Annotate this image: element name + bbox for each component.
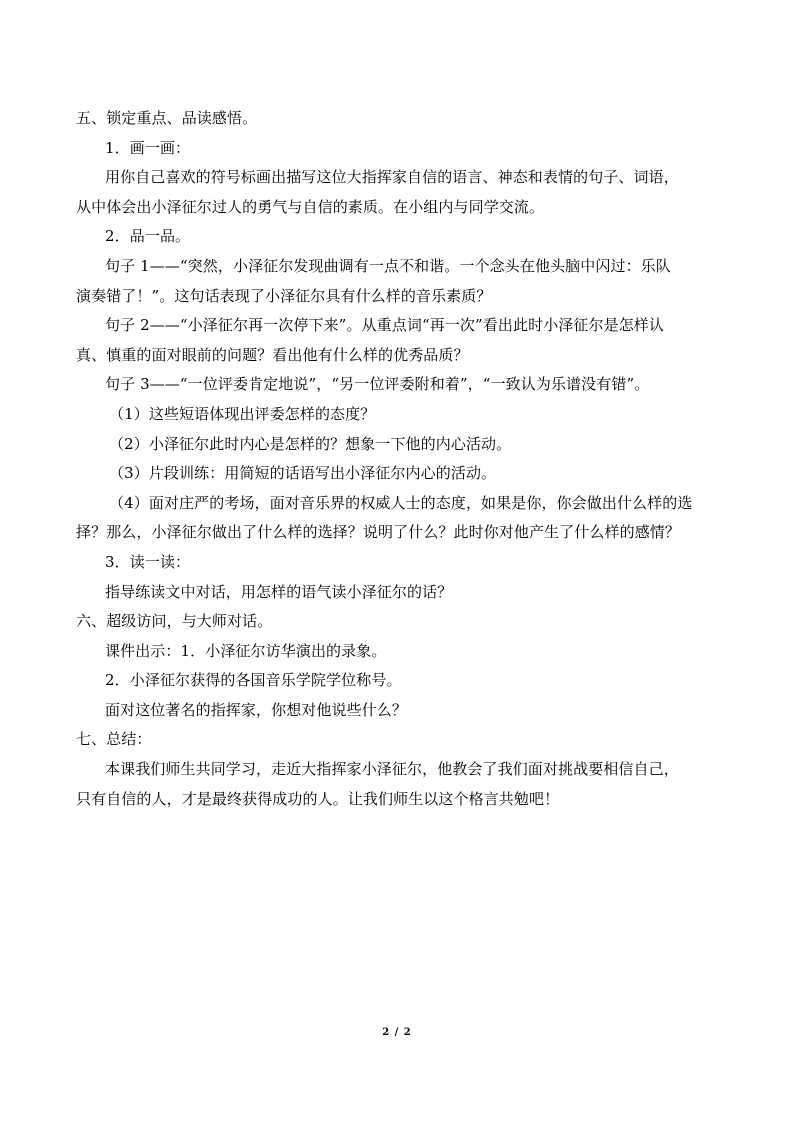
paragraph-line: 指导练读文中对话，用怎样的语气读小泽征尔的话？ <box>105 582 453 601</box>
paragraph-line: 2．小泽征尔获得的各国音乐学院学位称号。 <box>105 671 402 690</box>
paragraph-line: 真、慎重的面对眼前的问题？看出他有什么样的优秀品质？ <box>76 345 469 364</box>
question-item-1: （1）这些短语体现出评委怎样的态度？ <box>109 404 376 423</box>
paragraph-line: 用你自己喜欢的符号标画出描写这位大指挥家自信的语言、神态和表情的句子、词语， <box>105 168 679 187</box>
document-body <box>76 104 720 814</box>
paragraph-line: 句子 3——“一位评委肯定地说”，“另一位评委附和着”，“一致认为乐谱没有错”。 <box>105 375 650 394</box>
section-heading-7: 七、总结： <box>76 730 152 749</box>
paragraph-line: 句子 1——“突然，小泽征尔发现曲调有一点不和谐。一个念头在他头脑中闪过：乐队 <box>105 256 671 275</box>
subheading-read: 3．读一读： <box>105 552 191 571</box>
page-number: 2 / 2 <box>382 1027 412 1038</box>
question-item-2: （2）小泽征尔此时内心是怎样的？想象一下他的内心活动。 <box>109 434 512 453</box>
paragraph-line: 从中体会出小泽征尔过人的勇气与自信的素质。在小组内与同学交流。 <box>76 197 545 216</box>
paragraph-line: 演奏错了！”。这句话表现了小泽征尔具有什么样的音乐素质？ <box>76 286 492 305</box>
paragraph-line: 只有自信的人，才是最终获得成功的人。让我们师生以这个格言共勉吧！ <box>76 789 560 808</box>
section-heading-5: 五、锁定重点、品读感悟。 <box>76 109 258 127</box>
question-item-4: （4）面对庄严的考场，面对音乐界的权威人士的态度，如果是你，你会做出什么样的选 <box>109 493 693 512</box>
subheading-savor: 2．品一品。 <box>105 227 191 246</box>
paragraph-line: 课件出示：1．小泽征尔访华演出的录象。 <box>105 641 387 660</box>
paragraph-line: 择？那么，小泽征尔做出了什么样的选择？说明了什么？此时你对他产生了什么样的感情？ <box>76 523 681 542</box>
subheading-draw: 1．画一画： <box>105 138 191 157</box>
paragraph-line: 本课我们师生共同学习，走近大指挥家小泽征尔，他教会了我们面对挑战要相信自己， <box>105 760 679 779</box>
paragraph-line: 面对这位著名的指挥家，你想对他说些什么？ <box>105 700 408 719</box>
section-heading-6: 六、超级访问，与大师对话。 <box>76 612 273 631</box>
question-item-3: （3）片段训练：用简短的话语写出小泽征尔内心的活动。 <box>109 464 497 483</box>
paragraph-line: 句子 2——“小泽征尔再一次停下来”。从重点词“再一次”看出此时小泽征尔是怎样认 <box>105 316 664 335</box>
